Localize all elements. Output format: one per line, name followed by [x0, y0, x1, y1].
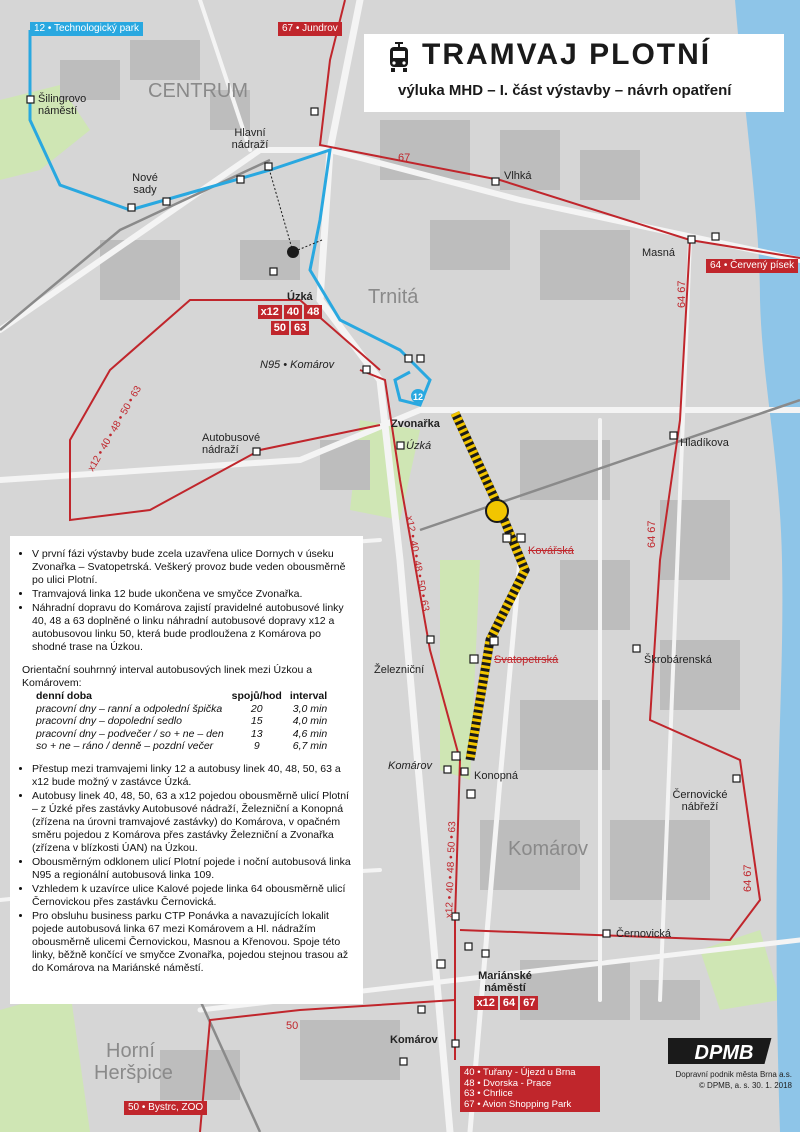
terminal-64: 64 • Červený písek: [706, 259, 798, 273]
info-item: • Náhradní dopravu do Komárova zajistí pravidelné autobusové linky 40, 48 a 63 doplněné o linku náhradní autobusové dopravy x12 a autobusovou linku 50, která bude prodloužena z Komárova po shodné trase na Úzkou.: [32, 602, 353, 654]
pedestrian-icon: [287, 246, 299, 258]
district-horni: Horní: [106, 1040, 155, 1062]
route-label-main-south: x12 • 40 • 48 • 50 • 63: [444, 821, 459, 919]
interval-intro: Orientační souhrnný interval autobusových linek mezi Úzkou a Komárovem:: [22, 664, 313, 689]
page-subtitle: výluka MHD – I. část výstavby – návrh opatření: [398, 82, 732, 99]
table-row: [32, 703, 331, 716]
stop-hlavni: Hlavní nádraží: [231, 127, 269, 151]
legend-item: 40 • Tuřany - Újezd u Brna: [464, 1067, 576, 1078]
info-item: • Obousměrným odklonem ulicí Plotní pojede i noční autobusová linka N95 a regionální autobusová linka 109.: [32, 856, 353, 882]
district-komarov: Komárov: [508, 838, 589, 860]
table-cell: so + ne – ráno / denně – pozdní večer: [36, 740, 214, 752]
terminal-50: 50 • Bystrc, ZOO: [124, 1101, 207, 1115]
stop-nove-sady: Nové sady: [132, 172, 158, 196]
tram-12-loop-label: 12: [412, 392, 424, 402]
svg-text:DPMB: DPMB: [694, 1042, 754, 1064]
info-list-bottom: [22, 763, 353, 975]
stop-svatopetrska-cancelled: Svatopetrská: [494, 654, 559, 666]
badges-uzka: [254, 305, 326, 335]
info-item: • Pro obsluhu business parku CTP Ponávka a navazujících lokalit pojede autobusová linka 67 mezi Komárovem a Hl. nádražím obousměrně ulicemi Černovickou, Masnou a Křenovou. Spoje této linky, běžně končící ve smyčce Zvonařka, pojedou stejnou trasou až do Komárova na Mariánské náměstí.: [32, 910, 353, 975]
company-name: Dopravní podnik města Brna a.s.: [675, 1070, 792, 1079]
info-panel: [10, 536, 363, 1004]
line-badge: x12: [258, 305, 282, 319]
table-cell: 9: [253, 740, 260, 752]
stop-masna: Masná: [642, 247, 676, 259]
district-herspice: Heršpice: [94, 1062, 173, 1084]
info-item: • Přestup mezi tramvajemi linky 12 a autobusy linek 40, 48, 50, 63 a x12 bude možný v zastávce Úzká.: [32, 763, 353, 789]
line-badge: 40: [284, 305, 302, 319]
table-cell: pracovní dny – podvečer / so + ne – den: [36, 727, 224, 740]
stop-autobusove: Autobusové nádraží: [202, 432, 261, 456]
legend-item: 48 • Dvorska - Prace: [464, 1077, 552, 1089]
terminus-legend: [460, 1066, 600, 1112]
table-cell: 3,0 min: [292, 702, 328, 715]
table-cell: 4,0 min: [292, 715, 328, 727]
terminal-67: 67 • Jundrov: [278, 22, 342, 36]
dpmb-logo: [668, 1036, 772, 1068]
route-label-64-67-mid: 64 67: [646, 520, 658, 548]
stop-zvonarka: Zvonařka: [391, 418, 440, 430]
table-cell: 6,7 min: [292, 740, 328, 752]
line-badge: 50: [271, 321, 289, 335]
table-header: denní doba: [36, 690, 92, 702]
table-row: [32, 728, 331, 741]
table-cell: 20: [250, 702, 263, 715]
terminal-12: 12 • Technologický park: [30, 22, 143, 36]
district-centrum: CENTRUM: [148, 80, 248, 102]
route-label-67: 67: [398, 152, 411, 164]
interval-table: [32, 690, 331, 753]
table-row: [32, 715, 331, 728]
line-badge: 64: [500, 996, 518, 1010]
table-header: interval: [289, 690, 328, 702]
stop-zeleznicni: Železniční: [374, 664, 425, 676]
info-item: • V první fázi výstavby bude zcela uzavřena ulice Dornych v úseku Zvonařka – Svatopetrská. Veškerý provoz bude veden obousměrně po ulici Plotní.: [32, 548, 353, 587]
route-label-main-north: x12 • 40 • 48 • 50 • 63: [403, 515, 431, 613]
table-cell: pracovní dny – ranní a odpolední špička: [36, 702, 223, 715]
info-item: • Vzhledem k uzavírce ulice Kalové pojede linka 64 obousměrně ulicí Černovickou přes zastávku Černovická.: [32, 883, 353, 909]
info-item: • Autobusy linek 40, 48, 50, 63 a x12 pojedou obousměrně ulicí Plotní – z Úzké přes zastávky Autobusové nádraží, Železniční a Konopná (zřízena na úrovni tramvajové zastávky) do Komárova, v opačném směru pojedou z Komárova přes zastávky Železniční a Zvonařka (zřízena v blízkosti ÚAN) na Úzkou.: [32, 790, 353, 855]
stop-hladikova: Hladíkova: [680, 437, 729, 449]
table-cell: 15: [250, 715, 263, 727]
stop-uzka: Úzká: [287, 291, 313, 303]
table-row: [32, 740, 331, 753]
stop-kovarska-cancelled: Kovářská: [528, 545, 574, 557]
stop-komarov: Komárov: [390, 1034, 438, 1046]
stop-vlhka: Vlhká: [504, 170, 532, 182]
legend-item: 67 • Avion Shopping Park: [464, 1098, 572, 1110]
title-panel: [364, 34, 784, 112]
stop-komarov-direction: Komárov: [388, 760, 433, 772]
stop-uzka-direction: Úzká: [406, 440, 432, 452]
tram-icon: [388, 42, 410, 72]
line-badge: x12: [474, 996, 498, 1010]
stop-n95-komarov: N95 • Komárov: [260, 359, 335, 371]
district-trnita: Trnitá: [368, 286, 419, 308]
route-label-50: 50: [286, 1020, 299, 1032]
construction-icon: [486, 500, 508, 522]
stop-cernovicke-nabrezi: Černovické nábřeží: [672, 789, 728, 813]
legend-item: 63 • Chrlice: [464, 1088, 513, 1099]
stop-konopna: Konopná: [474, 770, 519, 782]
table-cell: pracovní dny – dopolední sedlo: [36, 715, 182, 727]
info-item: • Tramvajová linka 12 bude ukončena ve smyčce Zvonařka.: [32, 588, 353, 601]
stop-silingrovo: Šilingrovo náměstí: [38, 93, 87, 117]
line-badge: 48: [304, 305, 322, 319]
badges-marianske: [464, 996, 548, 1010]
route-label-64-67-bot: 64 67: [742, 864, 754, 892]
stop-marianske: Mariánské náměstí: [478, 970, 532, 994]
page-title: TRAMVAJ PLOTNÍ: [422, 38, 712, 71]
table-cell: 4,6 min: [292, 727, 328, 740]
stop-skrobarenska: Škrobárenská: [644, 654, 712, 666]
copyright: © DPMB, a. s. 30. 1. 2018: [698, 1081, 792, 1090]
info-list-top: [22, 548, 353, 654]
line-badge: 67: [520, 996, 538, 1010]
line-badge: 63: [291, 321, 309, 335]
table-cell: 13: [250, 727, 263, 740]
table-header: spojů/hod: [231, 690, 282, 702]
route-label-west-loop: x12 • 40 • 48 • 50 • 63: [86, 384, 144, 474]
stop-cernovicka: Černovická: [616, 928, 672, 940]
route-label-64-67-top: 64 67: [676, 280, 688, 308]
